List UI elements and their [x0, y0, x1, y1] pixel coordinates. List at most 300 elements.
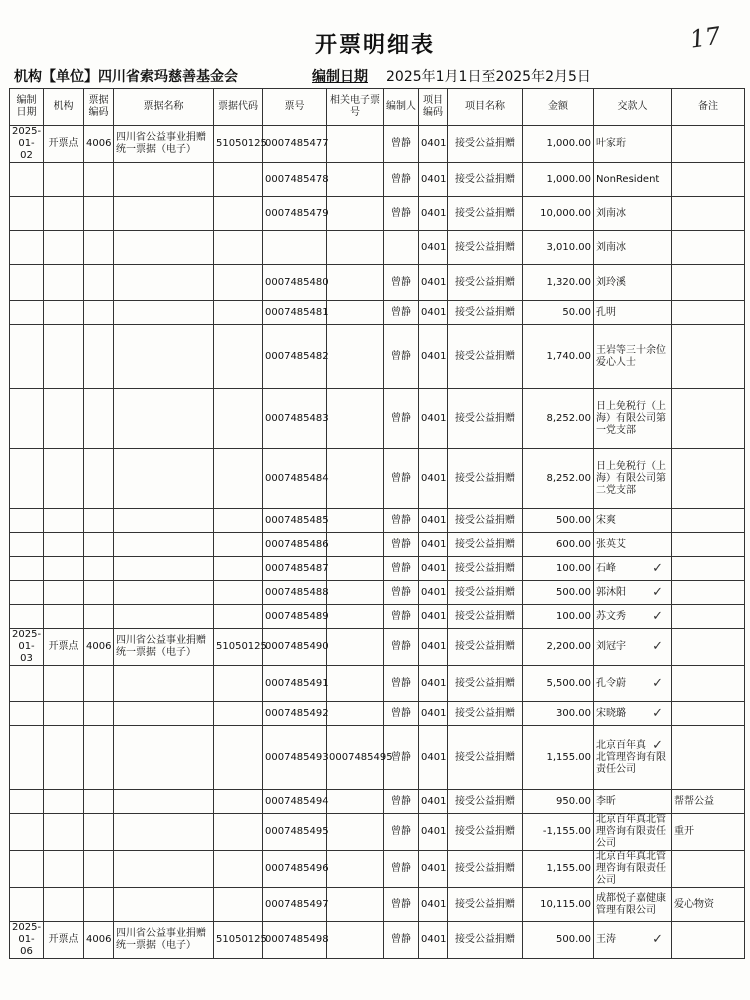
row-project-code: [419, 509, 448, 533]
row-project-code-text: 0401: [421, 641, 447, 652]
row-bill-name: [114, 888, 214, 922]
row-project-name-text: 接受公益捐赠: [455, 795, 515, 807]
row-ticket-no-text: 0007485485: [265, 514, 329, 526]
row-project-code: [419, 265, 448, 301]
row-bill-code-id-text: 4006: [86, 138, 112, 149]
row-org-text: 开票点: [48, 934, 79, 945]
row-date: [10, 726, 44, 790]
table-row: [10, 301, 745, 325]
row-date: [10, 922, 44, 959]
row-project-name-text: 接受公益捐赠: [455, 207, 515, 219]
row-related-no: [327, 163, 384, 197]
row-ticket-no: [263, 814, 327, 851]
row-ticket-no-text: 0007485491: [265, 677, 329, 689]
row-related-no: [327, 922, 384, 959]
row-payer: [594, 814, 672, 851]
org-label: 机构【单位】: [14, 69, 98, 85]
row-org-text: 开票点: [48, 641, 79, 652]
row-project-code-text: 0401: [421, 241, 447, 253]
row-maker-text: 曾静: [391, 538, 411, 550]
row-project-code-text: 0401: [421, 412, 447, 424]
row-ticket-no: [263, 533, 327, 557]
row-maker: [384, 922, 419, 959]
row-bill-code: [214, 790, 263, 814]
row-payer-text: 石峰: [596, 562, 616, 574]
row-project-code-text: 0401: [421, 707, 447, 719]
row-maker: [384, 557, 419, 581]
row-bill-code: [214, 509, 263, 533]
row-maker-text: 曾静: [391, 276, 411, 288]
row-payer: [594, 790, 672, 814]
row-maker-text: 曾静: [391, 412, 411, 424]
row-maker-text: 曾静: [391, 306, 411, 318]
row-project-code-text: 0401: [421, 538, 447, 550]
row-ticket-no: [263, 605, 327, 629]
row-bill-name: [114, 163, 214, 197]
row-project-code: [419, 581, 448, 605]
row-ticket-no: [263, 265, 327, 301]
row-project-code-text: 0401: [421, 306, 447, 318]
row-project-name: [448, 301, 523, 325]
row-maker: [384, 325, 419, 389]
row-amount-text: 1,155.00: [546, 863, 591, 874]
row-maker: [384, 509, 419, 533]
invoice-detail-table: [9, 88, 745, 959]
row-bill-code: [214, 126, 267, 163]
row-org: [44, 702, 84, 726]
row-amount-text: 600.00: [556, 538, 591, 550]
row-project-code: [419, 726, 448, 790]
row-bill-code: [214, 231, 263, 265]
row-bill-code: [214, 605, 263, 629]
row-bill-name: [114, 851, 214, 888]
row-ticket-no: [263, 629, 327, 666]
row-ticket-no-text: 0007485496: [265, 863, 329, 874]
row-bill-code: [214, 888, 263, 922]
row-bill-code: [214, 726, 263, 790]
row-date: [10, 666, 44, 702]
row-payer: [594, 922, 672, 959]
row-maker: [384, 851, 419, 888]
row-date: [10, 126, 44, 163]
row-date: [10, 581, 44, 605]
row-amount: [523, 389, 594, 449]
row-project-code-text: 0401: [421, 677, 447, 689]
row-org: [44, 851, 84, 888]
row-date: [10, 533, 44, 557]
row-date: [10, 509, 44, 533]
column-header: 编制日期: [10, 89, 44, 126]
row-note: [672, 197, 745, 231]
row-maker-text: 曾静: [391, 472, 411, 484]
row-payer: [594, 389, 672, 449]
checkmark-icon: ✓: [652, 705, 663, 721]
row-payer-text: 郭沐阳: [596, 586, 626, 598]
row-amount-text: -1,155.00: [542, 826, 591, 837]
row-related-no: [327, 533, 384, 557]
row-org: [44, 163, 84, 197]
row-amount: [523, 851, 594, 888]
row-payer: [594, 702, 672, 726]
row-org: [44, 726, 84, 790]
row-ticket-no-text: 0007485482: [265, 350, 329, 362]
row-project-code: [419, 301, 448, 325]
row-org: [44, 557, 84, 581]
row-project-code-text: 0401: [421, 207, 447, 219]
row-project-name-text: 接受公益捐赠: [455, 898, 515, 910]
table-row: [10, 557, 745, 581]
row-payer: [594, 851, 672, 888]
row-payer-text: 刘玲溪: [596, 276, 626, 288]
row-project-code-text: 0401: [421, 863, 447, 874]
date-line: [312, 66, 591, 86]
row-project-name-text: 接受公益捐赠: [455, 641, 515, 652]
row-amount-text: 50.00: [562, 306, 591, 318]
row-bill-code-id: [84, 702, 114, 726]
row-project-code-text: 0401: [421, 276, 447, 288]
row-bill-code-id-text: 4006: [86, 934, 112, 945]
row-ticket-no: [263, 163, 327, 197]
row-ticket-no: [263, 301, 327, 325]
column-header: 备注: [672, 89, 745, 126]
row-maker-text: 曾静: [391, 562, 411, 574]
column-header: 金额: [523, 89, 594, 126]
row-maker-text: 曾静: [391, 586, 411, 598]
row-project-name-text: 接受公益捐赠: [455, 751, 515, 763]
row-ticket-no-text: 0007485493: [265, 751, 329, 763]
row-org: [44, 629, 84, 666]
row-bill-code-id: [84, 163, 114, 197]
row-org: [44, 814, 84, 851]
row-related-no: [327, 301, 384, 325]
row-payer: [594, 581, 672, 605]
row-project-name: [448, 231, 523, 265]
row-maker-text: 曾静: [391, 641, 411, 652]
row-project-name-text: 接受公益捐赠: [455, 306, 515, 318]
row-amount: [523, 581, 594, 605]
row-bill-code-text: 51050125: [216, 138, 267, 149]
row-bill-code: [214, 629, 267, 666]
row-maker: [384, 666, 419, 702]
table-row: [10, 231, 745, 265]
row-date: [10, 163, 44, 197]
row-project-name: [448, 851, 523, 888]
row-ticket-no-text: 0007485483: [265, 412, 329, 424]
column-header: 编制人: [384, 89, 419, 126]
row-org: [44, 449, 84, 509]
row-project-code: [419, 197, 448, 231]
row-note: [672, 126, 745, 163]
row-ticket-no-text: 0007485480: [265, 276, 329, 288]
row-bill-code: [214, 325, 263, 389]
row-payer-text: 成都悦子嘉健康管理有限公司: [596, 892, 666, 916]
row-payer-text: 刘南冰: [596, 207, 626, 219]
row-maker: [384, 163, 419, 197]
row-note: [672, 325, 745, 389]
date-label: 编制日期: [312, 69, 368, 85]
row-bill-name: [114, 231, 214, 265]
row-ticket-no-text: 0007485490: [265, 641, 329, 652]
row-bill-code-id: [84, 389, 114, 449]
row-bill-code-id: [84, 301, 114, 325]
row-project-code: [419, 325, 448, 389]
row-bill-code-id: [84, 449, 114, 509]
row-payer-text: 张英艾: [596, 538, 626, 550]
row-project-name-text: 接受公益捐赠: [455, 241, 515, 253]
row-payer-text: 刘南冰: [596, 241, 626, 253]
column-header: 交款人: [594, 89, 672, 126]
row-related-no: [327, 197, 384, 231]
row-ticket-no-text: 0007485481: [265, 306, 329, 318]
checkmark-icon: ✓: [652, 639, 663, 654]
row-maker-text: 曾静: [391, 207, 411, 219]
row-ticket-no: [263, 231, 327, 265]
date-range: 2025年1月1日至2025年2月5日: [386, 69, 591, 85]
row-bill-code-text: 51050125: [216, 934, 267, 945]
row-note: [672, 629, 745, 666]
row-bill-code-id: [84, 666, 114, 702]
row-note-text: 爱心物资: [674, 898, 714, 910]
row-project-code: [419, 126, 448, 163]
row-maker: [384, 790, 419, 814]
row-bill-code-id: [84, 126, 114, 163]
row-date: [10, 301, 44, 325]
row-related-no: [327, 581, 384, 605]
row-org: [44, 389, 84, 449]
row-date: [10, 449, 44, 509]
row-project-name-text: 接受公益捐赠: [455, 138, 515, 149]
column-header: 票据名称: [114, 89, 214, 126]
row-note-text: 帮帮公益: [674, 795, 714, 807]
row-project-name-text: 接受公益捐赠: [455, 610, 515, 622]
row-ticket-no: [263, 557, 327, 581]
row-bill-name: [114, 509, 214, 533]
row-ticket-no: [263, 666, 327, 702]
row-payer-text: 日上免税行（上海）有限公司第二党支部: [596, 460, 666, 496]
row-bill-code-id: [84, 509, 114, 533]
table-row: [10, 888, 745, 922]
checkmark-icon: ✓: [652, 584, 663, 600]
table-row: [10, 726, 745, 790]
table-row: [10, 265, 745, 301]
row-bill-name: [114, 726, 214, 790]
row-amount-text: 500.00: [556, 514, 591, 526]
row-bill-name: [114, 197, 214, 231]
row-date: [10, 197, 44, 231]
row-related-no: [327, 605, 384, 629]
table-row: [10, 702, 745, 726]
row-amount-text: 10,115.00: [540, 898, 591, 910]
row-project-code-text: 0401: [421, 472, 447, 484]
row-payer: [594, 666, 672, 702]
row-amount: [523, 888, 594, 922]
row-ticket-no: [263, 449, 327, 509]
row-ticket-no-text: 0007485484: [265, 472, 329, 484]
row-payer-text: 宋晓璐: [596, 707, 626, 719]
org-line: [14, 66, 238, 86]
row-amount: [523, 509, 594, 533]
row-related-no: [327, 325, 384, 389]
row-payer-text: 叶家珩: [596, 138, 626, 149]
row-project-code: [419, 389, 448, 449]
row-project-name: [448, 557, 523, 581]
row-maker-text: 曾静: [391, 677, 411, 689]
table-row: [10, 509, 745, 533]
row-related-no: [327, 126, 384, 163]
row-bill-code: [214, 301, 263, 325]
row-project-name-text: 接受公益捐赠: [455, 514, 515, 526]
row-project-name: [448, 509, 523, 533]
table-row: [10, 581, 745, 605]
row-project-name-text: 接受公益捐赠: [455, 562, 515, 574]
row-project-name: [448, 325, 523, 389]
column-header: 票号: [263, 89, 327, 126]
row-amount-text: 10,000.00: [540, 207, 591, 219]
row-maker: [384, 814, 419, 851]
row-project-name: [448, 163, 523, 197]
row-maker: [384, 126, 419, 163]
row-maker: [384, 389, 419, 449]
row-maker-text: 曾静: [391, 173, 411, 185]
checkmark-icon: ✓: [652, 932, 663, 947]
row-project-name-text: 接受公益捐赠: [455, 472, 515, 484]
row-project-name-text: 接受公益捐赠: [455, 826, 515, 837]
row-payer: [594, 888, 672, 922]
row-note: [672, 702, 745, 726]
row-amount: [523, 265, 594, 301]
column-header: 机构: [44, 89, 84, 126]
row-amount-text: 8,252.00: [546, 412, 591, 424]
row-project-code: [419, 163, 448, 197]
row-payer-text: NonResident: [596, 173, 660, 185]
checkmark-icon: ✓: [652, 737, 663, 753]
row-note: [672, 449, 745, 509]
row-project-code-text: 0401: [421, 795, 447, 807]
row-bill-name: [114, 581, 214, 605]
row-amount: [523, 533, 594, 557]
table-row: [10, 790, 745, 814]
row-date: [10, 605, 44, 629]
row-date: [10, 231, 44, 265]
row-related-no: [327, 449, 384, 509]
row-project-name: [448, 265, 523, 301]
row-related-no: [327, 702, 384, 726]
row-related-no: [327, 726, 393, 790]
row-bill-code-text: 51050125: [216, 641, 267, 652]
row-bill-name: [114, 629, 214, 666]
row-bill-code-id: [84, 814, 114, 851]
row-bill-code: [214, 581, 263, 605]
table-row: [10, 325, 745, 389]
row-ticket-no-text: 0007485486: [265, 538, 329, 550]
row-note: [672, 851, 745, 888]
org-name: 四川省索玛慈善基金会: [98, 69, 238, 85]
row-bill-code: [214, 702, 263, 726]
row-project-code-text: 0401: [421, 173, 447, 185]
row-related-no: [327, 888, 384, 922]
row-bill-code-id: [84, 581, 114, 605]
row-org: [44, 301, 84, 325]
row-maker-text: 曾静: [391, 795, 411, 807]
row-note: [672, 922, 745, 959]
row-project-name-text: 接受公益捐赠: [455, 863, 515, 874]
column-header: 票据编码: [84, 89, 114, 126]
row-maker-text: 曾静: [391, 138, 411, 149]
row-project-name: [448, 389, 523, 449]
row-amount-text: 100.00: [556, 610, 591, 622]
checkmark-icon: ✓: [652, 560, 663, 576]
row-project-code: [419, 814, 448, 851]
row-ticket-no-text: 0007485487: [265, 562, 329, 574]
row-ticket-no-text: 0007485494: [265, 795, 329, 807]
row-related-no: [327, 509, 384, 533]
row-bill-code-id: [84, 851, 114, 888]
row-payer-text: 北京百年真北管理咨询有限责任公司: [596, 814, 666, 849]
row-bill-code: [214, 197, 263, 231]
row-related-no-text: 0007485495: [329, 751, 393, 763]
row-project-code: [419, 557, 448, 581]
row-date-text: 2025-01-03: [12, 629, 42, 664]
checkmark-icon: ✓: [652, 675, 663, 691]
row-project-name: [448, 629, 523, 666]
row-bill-code: [214, 922, 267, 959]
row-maker: [384, 197, 419, 231]
row-date-text: 2025-01-02: [12, 126, 42, 161]
row-maker: [384, 231, 419, 265]
row-amount: [523, 605, 594, 629]
row-bill-code-id: [84, 325, 114, 389]
row-bill-code-id: [84, 605, 114, 629]
row-project-code-text: 0401: [421, 514, 447, 526]
row-note: [672, 163, 745, 197]
row-ticket-no: [263, 702, 327, 726]
row-payer-text: 北京百年真北管理咨询有限责任公司: [596, 851, 666, 886]
row-project-code-text: 0401: [421, 350, 447, 362]
row-project-code: [419, 922, 448, 959]
row-amount-text: 500.00: [556, 934, 591, 945]
row-payer: [594, 533, 672, 557]
row-project-name: [448, 726, 523, 790]
column-header: 票据代码: [214, 89, 263, 126]
row-note: [672, 533, 745, 557]
row-bill-code-id: [84, 231, 114, 265]
row-maker-text: 曾静: [391, 350, 411, 362]
row-note: [672, 265, 745, 301]
row-maker: [384, 702, 419, 726]
checkmark-icon: ✓: [652, 608, 663, 624]
row-ticket-no-text: 0007485478: [265, 173, 329, 185]
row-project-name: [448, 922, 523, 959]
row-note: [672, 888, 745, 922]
row-bill-code-id: [84, 726, 114, 790]
row-maker: [384, 888, 419, 922]
row-amount: [523, 702, 594, 726]
row-project-code-text: 0401: [421, 898, 447, 910]
row-ticket-no: [263, 790, 327, 814]
row-ticket-no: [263, 509, 327, 533]
page-title: 开票明细表: [314, 33, 435, 58]
row-payer-text: 李昕: [596, 795, 616, 807]
row-project-code: [419, 605, 448, 629]
row-bill-name: [114, 533, 214, 557]
row-amount: [523, 814, 594, 851]
row-ticket-no-text: 0007485477: [265, 138, 329, 149]
row-bill-code: [214, 814, 263, 851]
row-maker-text: 曾静: [391, 610, 411, 622]
row-payer: [594, 629, 672, 666]
row-project-code-text: 0401: [421, 610, 447, 622]
row-org: [44, 605, 84, 629]
